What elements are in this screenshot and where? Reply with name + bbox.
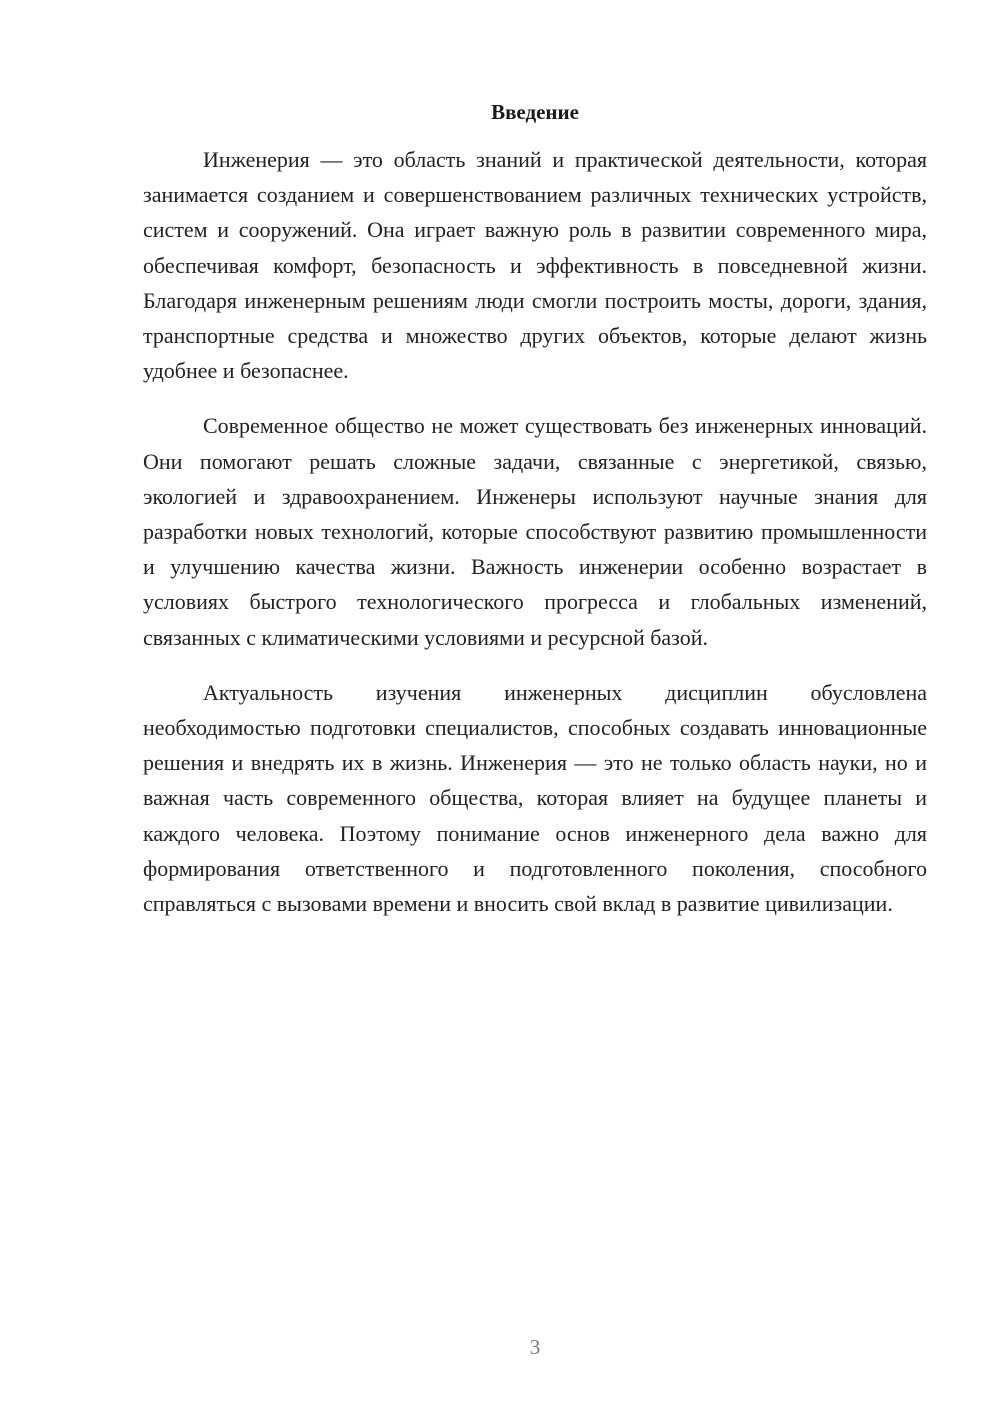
document-body — [143, 142, 927, 941]
page-title: Введение — [491, 100, 579, 124]
paragraph-introduction: Инженерия — это область знаний и практической деятельности, которая занимается созданием и совершенствованием различных технических устройств, систем и сооружений. Она играет важную роль в развитии современного мира, обеспечивая комфорт, безопасность и эффективность в повседневной жизни. Благодаря инженерным решениям люди смогли построить мосты, дороги, здания, транспортные средства и множество других объектов, которые делают жизнь удобнее и безопаснее. — [143, 147, 927, 384]
page-number: 3 — [529, 1335, 541, 1359]
paragraph-relevance: Актуальность изучения инженерных дисциплин обусловлена необходимостью подготовки специалистов, способных создавать инновационные решения и внедрять их в жизнь. Инженерия — это не только область науки, но и важная часть современного общества, которая влияет на будущее планеты и каждого человека. Поэтому понимание основ инженерного дела важно для формирования ответственного и подготовленного поколения, способного справляться с вызовами времени и вносить свой вклад в развитие цивилизации. — [143, 679, 927, 917]
paragraph-innovation: Современное общество не может существовать без инженерных инноваций. Они помогают решать сложные задачи, связанные с энергетикой, связью, экологией и здравоохранением. Инженеры используют научные знания для разработки новых технологий, которые способствуют развитию промышленности и улучшению качества жизни. Важность инженерии особенно возрастает в условиях быстрого технологического прогресса и глобальных изменений, связанных с климатическими условиями и ресурсной базой. — [143, 413, 927, 650]
